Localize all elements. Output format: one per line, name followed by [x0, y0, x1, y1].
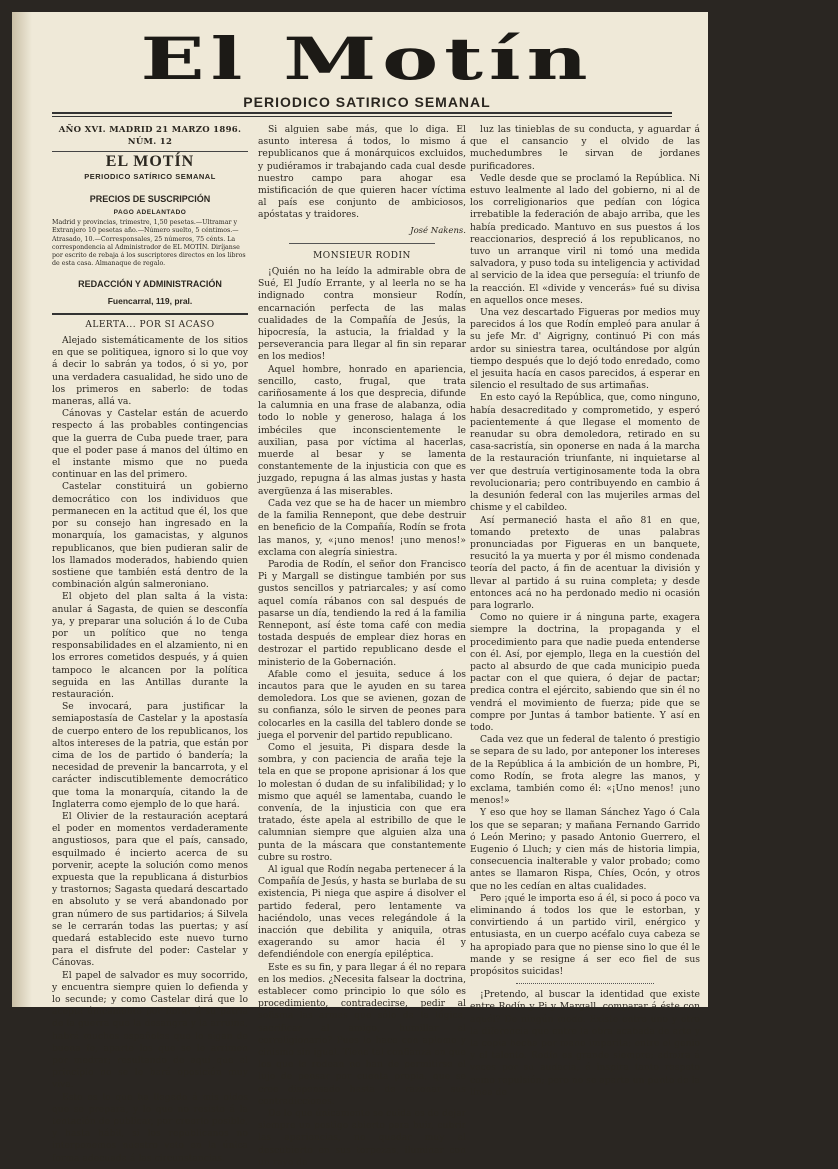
separator	[289, 243, 435, 244]
paragraph: ¡Pretendo, al buscar la identidad que existe entre Rodín y Pi y Margall, comparar á éste con aquél? De ningún modo. Existe entre uno y otro la diferencia que entre la obra acabada de arte y la copia hecha por mano imperita; entre el genio y el talento. Rodín es grande siempre; admira á veces por su audacia, é inspira tanto respeto como repulsión; pero no se aparta un punto de la línea de	[470, 989, 700, 1098]
paragraph: De lo que únicamente se cuida es de dejar siempre un postigo abierto para huir, cubrir las apariencias, no quedar muy al descubierto en sus torpezas, iluminar con un rayo de	[258, 1108, 466, 1168]
article-body	[470, 124, 700, 1099]
prices-title: PRECIOS DE SUSCRIPCIÓN	[89, 193, 211, 204]
paragraph: Así permaneció hasta el año 81 en que, tomando pretexto de unas palabras pronunciadas por Figueras en un banquete, resucitó la ya muerta y por él mismo condenada teoría del pacto, á fin de acentuar la división y llevar al partido á su ruina completa; y desde entonces acá no ha perdonado medio ni ocasión para lograrlo.	[470, 514, 700, 611]
paragraph: Como el jesuita, Pi dispara desde la sombra, y con paciencia de araña teje la tela en que se propone aprisionar á los que lo molestan ó dudan de su infalibilidad; y lo mismo que aquél se lamentaba, cuando le convenía, de la injusticia con que era tratado, éste apela al estribillo de que le calumnian siempre que alguien alza una punta de la máscara que constantemente cubre su rostro.	[258, 741, 466, 863]
paragraph: Este es su fin, y para llegar á él no repara en los medios. ¿Necesita falsear la doctrina, establecer como principio lo que sólo es procedimiento, contradecirse, pedir al sofisma las armas que sólo da la lógica, sacrificar al amigo, humillar al correligionario? Pues lo hace con aplomo y cinismo sin igual. Tiene tal confianza en que los que le rodean no han de permitirse el lujo de pensar por cuenta propia, que se cree dispensado hasta de razonar sus contradicciones.	[258, 961, 466, 1107]
paragraph: Parodia de Rodín, el señor don Francisco Pi y Margall se distingue también por sus gustos sencillos y patriarcales; y así como aquel comía rábanos con sal después de pasarse un día, tendiendo la red á la familia Rennepont, así éste toma café con media tostada después de emplear diez horas en destrozar el partido republicano desde el ministerio de la Gobernación.	[258, 558, 466, 668]
article-body	[52, 335, 248, 1165]
paragraph: Cada vez que un federal de talento ó prestigio se separa de su lado, por anteponer los intereses de la República á la ambición de un hombre, Pi, como Rodín, se frota alegre las manos, y exclama, también como él: «¡Uno menos! ¡uno menos!»	[470, 734, 700, 807]
separator	[516, 983, 654, 984]
paragraph: Se invocará, para justificar la semiapostasía de Castelar y la apostasía de cuerpo entero de los republicanos, los altos intereses de la patria, que están por cima de los de partido ó bandería; la necesidad de prevenir la bancarrota, y el carácter indiscutiblemente democrático que toma la monarquía, citando la de Inglaterra como ejemplo de lo que hará.	[52, 701, 248, 810]
prices-details: Madrid y provincias, trimestre, 1,50 pesetas.—Ultramar y Extranjero 10 pesetas año.—Número suelto, 5 céntimos.—Atrasado, 10.—Corresponsales, 25 números, 75 cénts. La correspondencia al Administrador de EL MOTÍN. Diríjanse por escrito de rebaja á los suscriptores directos en los libros de esta casa. Almanaque de regalo.	[52, 219, 246, 268]
subscription-box	[52, 153, 248, 314]
paragraph: Vedle desde que se proclamó la República. Ni estuvo lealmente al lado del gobierno, ni al de los correligionarios que pedían con lógica irrebatible la federación de abajo arriba, que les había predicado. Mantuvo en sus puestos á los reaccionarios, despreció á los republicanos, no tuvo un arranque viril ni tomó una medida salvadora, y puso toda su inteligencia y actividad al servicio de la idea que perseguía: el triunfo de la reacción. El «divide y vencerás» fué su divisa en aquellos once meses.	[470, 172, 700, 306]
admin-address: Fuencarral, 119, pral.	[107, 295, 193, 306]
column-2	[258, 124, 466, 1169]
paragraph: Castelar constituirá un gobierno democrático con los individuos que permanecen en la actitud que él, los que por su consejo han ingresado en la monarquía, los gamacistas, y algunos republicanos, que bien pudieran salir de los llamados moderados, habiendo quien sostiene que también está dentro de la combinación algún salmeroniano.	[52, 481, 248, 591]
paragraph: Si alguien sabe más, que lo diga. El asunto interesa á todos, lo mismo á republicanos que á monárquicos excluidos, y pudiéramos ir trabajando cada cual desde nuestro campo para ahogar esa mistificación de que quieren hacer víctima al país ese conjunto de ambiciosos, apóstatas y traidores.	[258, 124, 466, 221]
masthead-rule	[52, 112, 672, 114]
paragraph: Pero ¡qué le importa eso á él, si poco á poco va eliminando á todos los que le estorban, y convirtiendo á un partido viril, enérgico y entusiasta, en un cuerpo acéfalo cuya cabeza se ha apropiado para que no piense sino lo que él le mande y se resigne á ser eco fiel de sus propósitos suicidas!	[470, 892, 700, 978]
paragraph: El objeto del plan salta á la vista: anular á Sagasta, de quien se desconfía ya, y preparar una solución á lo de Cuba por un político que no tenga responsabilidades en el alzamiento, ni en los errores cometidos después, y á quien tampoco le alcancen por la política seguida en las Antillas durante la restauración.	[52, 591, 248, 700]
admin-title: REDACCIÓN Y ADMINISTRACIÓN	[78, 279, 222, 290]
paragraph: Alejado sistemáticamente de los sitios en que se politiquea, ignoro si lo que voy á decir lo sabrán ya todos, ó si yo, por una verdadera casualidad, he sido uno de los primeros en saberlo: de todas maneras, allá va.	[52, 335, 248, 408]
paragraph: Cada vez que se ha de hacer un miembro de la familia Rennepont, que debe destruir en beneficio de la Compañía, Rodín se frota las manos, y, «¡uno menos! ¡uno menos!» exclama con alegría siniestra.	[258, 497, 466, 558]
article-body	[258, 266, 466, 1169]
paragraph: Cánovas y Castelar están de acuerdo respecto á las probables contingencias que la guerra de Cuba puede traer, para que el poder pase á manos del último en el instante mismo que no pueda continuar en las del primero.	[52, 408, 248, 481]
paragraph: Aquel hombre, honrado en apariencia, sencillo, casto, frugal, que trata cariñosamente á los que desprecia, difunde la calumnia en una frase de alabanza, odia todo lo noble y generoso, halaga á los imbéciles que inconscientemente le auxilian, pasa por víctima al hacerlas, muerde al besar y se lamenta constantemente de la injusticia con que es juzgado, repugna á las almas justas y hasta avergüenza á las miserables.	[258, 363, 466, 497]
box-title: EL MOTÍN	[105, 153, 195, 171]
paragraph: Al igual que Rodín negaba pertenecer á la Compañía de Jesús, y hasta se burlaba de su existencia, Pi niega que aspire á disolver el partido federal, pero lentamente va haciéndolo, unas veces relegándole á la inacción que debilita y aniquila, otras exagerando su amor hacia él y defendiéndole con energía epiléptica.	[258, 863, 466, 961]
paragraph: Esto es lo que ha llegado á mis oídos que se prepara, y lo que no resisto á la tentación de publicar, por creerlo posible, y hasta hábil, si los republicanos no interponemos nuestro veto en la única forma adecuada á las circunstancias.	[52, 1091, 248, 1164]
paragraph: Y eso que hoy se llaman Sánchez Yago ó Cala los que se separan; y mañana Fernando Garrido ó León Merino; y pasado Antonio Guerrero, el Eugenio ó Lluch; y cien más de historia limpia, consecuencia inalterable y valor probado; como antes se llamaron Rispa, Chíes, Ocón, y otros que no les cedían en altas cualidades.	[470, 807, 700, 892]
newspaper-subtitle: PERIODICO SATIRICO SEMANAL	[243, 94, 491, 110]
paragraph: Afable como el jesuita, seduce á los incautos para que le ayuden en su tarea demoledora. Los que se avienen, gozan de su confianza, sólo le sirven de peones para colocarles en la casilla del tablero donde se juega el porvenir del partido republicano.	[258, 668, 466, 741]
paragraph: Una vez descartado Figueras por medios muy parecidos á los que Rodín empleó para anular á su jefe Mr. d' Aigrigny, continuó Pi con más ardor su siniestra tarea, ocultándose por algún tiempo después que lo dejó todo enredado, como el jesuita hacía en casos parecidos, á esperar en silencio el resultado de sus artimañas.	[470, 307, 700, 392]
paragraph: El Olivier de la restauración aceptará el poder en momentos verdaderamente angustiosos, para que el país, cansado, esquilmado é incierto acerca de su porvenir, acepte la solución como menos expuesta que la republicana á disturbios y trastornos; Sagasta quedará descartado en absoluto y se verá abandonado por gran número de sus partidarios; á Silvela se le cerrarán todas las puertas; y así quedará establecido este nuevo turno para el disfrute del poder: Castelar y Cánovas.	[52, 810, 248, 969]
paragraph: El papel de salvador es muy socorrido, y encuentra siempre quien lo defienda y lo secunde; y como Castelar dirá que lo acepta únicamente por librar á su patria de la guerra que la desangra y la arruina, habrá muchos españoles que lo sigan de buena fe, aparte los que se le arrimen por medrar; resultando de aquí que al principio no se le hará oposición muy viva.	[52, 969, 248, 1091]
masthead-rule-thin	[52, 116, 672, 117]
paragraph: Como no quiere ir á ninguna parte, exagera siempre la doctrina, la propaganda y el procedimiento para que nadie pueda entenderse con él. Así, por ejemplo, llega en la cuestión del pacto al absurdo de que cada municipio pueda pactar con el que quiera, ó dejar de pactar; predica contra el ejército, sabiendo que sin él no vendrá el movimiento de fuerza; pide que se compre por Juntas á tambor batiente. Y así en todo.	[470, 612, 700, 733]
paragraph: ¡Quién no ha leído la admirable obra de Sué, El Judío Errante, y al leerla no se ha indignado contra monsieur Rodín, encarnación perfecta de las malas cualidades de la Compañía de Jesús, la hipocresía, la astucia, la frialdad y la perseverancia para llegar al fin sin reparar en los medios!	[258, 266, 466, 363]
box-subtitle: PERIODICO SATÍRICO SEMANAL	[84, 171, 216, 181]
column-1	[52, 124, 248, 1165]
prices-subtitle: PAGO ADELANTADO	[113, 209, 187, 217]
article-heading: ALERTA... POR SI ACASO	[85, 319, 215, 330]
newspaper-title: El Motín	[140, 25, 594, 93]
paragraph: En esto cayó la República, que, como ninguno, había desacreditado y comprometido, y esperó pacientemente á que llegase el momento de reanudar su obra demoledora, retirado en su casa-sacristía, sin oponerse en nada á la marcha de la restauración triunfante, ni inquietarse al ver que destruía vertiginosamente toda la obra revolucionaria; pero contribuyendo en cambio á la desunión federal con las mujeriles armas del chisme y el cabildeo.	[470, 392, 700, 514]
masthead	[42, 25, 692, 110]
signature: José Nakens.	[410, 225, 466, 236]
article-heading: MONSIEUR RODIN	[313, 250, 411, 261]
dateline: AÑO XVI. MADRID 21 MARZO 1896. NÚM. 12	[52, 124, 248, 152]
column-3	[470, 124, 700, 1099]
newspaper-page	[12, 12, 708, 1168]
paragraph: luz las tinieblas de su conducta, y aguardar á que el cansancio y el olvido de las muchedumbres le sirvan de jordanes purificadores.	[470, 124, 700, 172]
